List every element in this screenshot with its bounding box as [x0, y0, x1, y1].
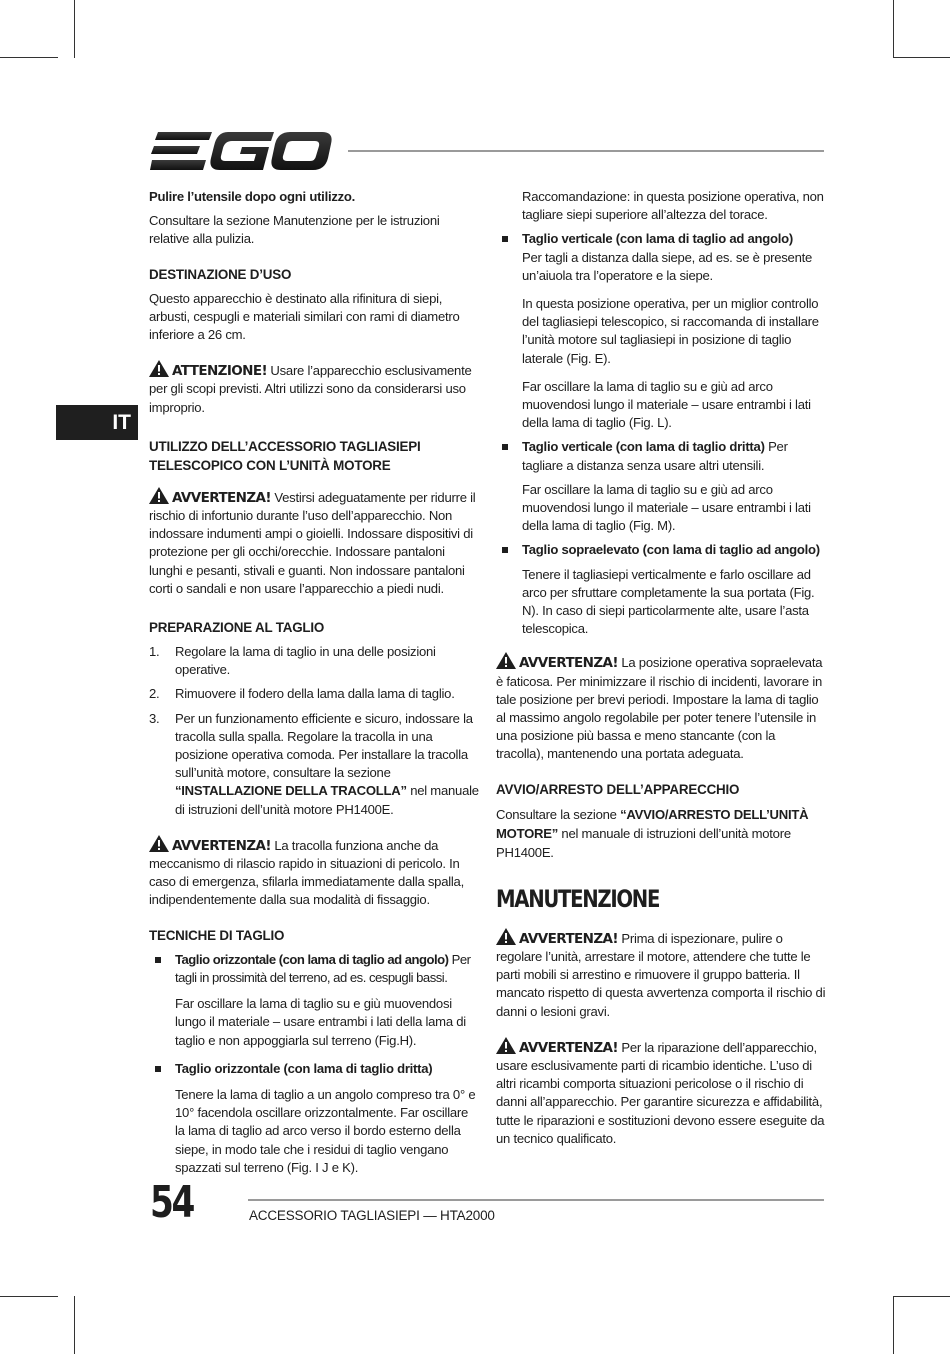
technique-text: Tenere il tagliasiepi verticalmente e farlo oscillare ad arco per sfruttare completamente la sua portata (Fig. N). In caso di siepi particolarmente alte, usare l’asta telescopica. — [522, 566, 815, 637]
technique-text: Far oscillare la lama di taglio su e giù muovendosi lungo il materiale – usare entrambi i lati della lama di taglio e non appoggiarla sul terreno (Fig.H). — [175, 996, 466, 1048]
warning2-text: La tracolla funziona anche da meccanismo di rilascio rapido in situazioni di pericolo. In caso di emergenza, sfilarla immediatamente dalla spalla, indipendentemente dalla sua modalità di fissaggio. — [149, 837, 464, 908]
maintenance-heading: MANUTENZIONE — [496, 884, 660, 913]
usage-heading-line2: TELESCOPICO CON L’UNITÀ MOTORE — [149, 457, 391, 473]
technique-title: Taglio verticale (con lama di taglio ad angolo) — [522, 231, 794, 247]
warning-triangle-icon — [496, 1037, 516, 1054]
prep-step-text: Regolare la lama di taglio in una delle posizioni operative. — [175, 644, 436, 678]
warning3-text: La posizione operativa sopraelevata è faticosa. Per minimizzare il rischio di incidenti, lavorare in tale posizione per brevi periodi. Impostare la lama di taglio al massimo angolo regolabile per poter tenere l’utensile in una posizione più bassa e meno stancante (con la tracolla), mantenendo una portata adeguata. — [496, 655, 823, 762]
technique-text: Tenere la lama di taglio a un angolo compreso tra 0° e 10° facendola oscillare orizzontalmente. Far oscillare la lama di taglio ad arco verso il bordo esterno della siepe, in modo tale che i residui di taglio vengano spazzati sul terreno (Fig. I J e K). — [175, 1086, 476, 1175]
warning-block-4 — [496, 928, 826, 1021]
crop-mark — [0, 1296, 58, 1297]
warning-block-1 — [149, 487, 479, 598]
prep-heading: PREPARAZIONE AL TAGLIO — [149, 620, 325, 636]
technique-item — [496, 438, 826, 474]
warning-block-2 — [149, 835, 479, 910]
right-column — [496, 188, 826, 1158]
warning3-label: AVVERTENZA! — [519, 655, 618, 672]
prep-step-text: Per un funzionamento efficiente e sicuro, indossare la tracolla sulla spalla. Regolare la tracolla in una posizione operativa comoda. Per installare la tracolla sull’unità motore, consultare la sezione — [175, 710, 473, 781]
warning4-label: AVVERTENZA! — [519, 930, 618, 947]
usage-heading — [149, 437, 479, 475]
crop-mark — [893, 0, 894, 58]
prep-step — [149, 643, 479, 679]
warning4-text: Prima di ispezionare, pulire o regolare l’unità, arrestare il motore, attendere che tutte le parti mobili si arrestino e rimuovere il gruppo batteria. Il mancato rispetto di questa avvertenza comporta il rischio di danni o lesioni gravi. — [496, 930, 826, 1019]
start-stop-text — [496, 805, 826, 862]
bullet-square-icon — [502, 547, 508, 553]
page-number: 54 — [150, 1177, 194, 1228]
clean-text: Consultare la sezione Manutenzione per le istruzioni relative alla pulizia. — [149, 213, 440, 247]
warning1-text: Vestirsi adeguatamente per ridurre il rischio di infortunio durante l’uso dell’apparecchio. Non indossare indumenti ampi o gioielli. Indossare dispositivi di protezione per gli occhi/orecchie. Indossare pantaloni lunghi e pesanti, stivali e guanti. Non indossare pantaloni corti o sandali e non usare l’apparecchio a piedi nudi. — [149, 489, 476, 596]
warning-triangle-icon — [149, 487, 169, 504]
start-stop-bold: “AVVIO/ARRESTO DELL’UNITÀ MOTORE” — [496, 806, 809, 841]
technique-title: Taglio verticale (con lama di taglio dritta) — [522, 439, 765, 455]
technique-item — [149, 1060, 479, 1078]
warning-block-3 — [496, 652, 826, 763]
crop-mark — [893, 1296, 950, 1297]
crop-mark — [74, 1296, 75, 1354]
technique-title: Taglio orizzontale (con lama di taglio dritta) — [175, 1060, 433, 1076]
prep-step-number: 2. — [149, 686, 160, 702]
crop-mark — [0, 57, 58, 58]
prep-step-text: nel manuale di istruzioni dell’unità motore PH1400E. — [175, 783, 479, 817]
technique-text: Far oscillare la lama di taglio su e giù ad arco muovendosi lungo il materiale – usare entrambi i lati della lama di taglio (Fig. L). — [522, 378, 811, 431]
start-stop-text-a: Consultare la sezione — [496, 806, 621, 822]
prep-step-number: 1. — [149, 644, 160, 660]
attention-block — [149, 360, 479, 417]
start-stop-heading: AVVIO/ARRESTO DELL’APPARECCHIO — [496, 781, 740, 797]
technique-item — [496, 541, 826, 559]
techniques-heading: TECNICHE DI TAGLIO — [149, 927, 285, 943]
prep-step-text: Rimuovere il fodero della lama dalla lama di taglio. — [175, 686, 455, 702]
technique-text: Per tagli a distanza dalla siepe, ad es. se è presente un’aiuola tra l’operatore e la siepe. — [522, 249, 813, 283]
bullet-square-icon — [155, 957, 161, 963]
technique-title: Taglio orizzontale (con lama di taglio ad angolo) — [175, 951, 449, 967]
technique-text: Per tagliare a distanza senza usare altri utensili. — [522, 439, 788, 473]
technique-text: In questa posizione operativa, per un miglior controllo del tagliasiepi telescopico, si raccomanda di installare l’unità motore sul tagliasiepi in posizione di taglio laterale (Fig. E). — [522, 296, 819, 366]
header-rule — [348, 150, 824, 152]
attention-label: ATTENZIONE! — [172, 363, 268, 380]
start-stop-text-b: nel manuale di istruzioni dell’unità motore PH1400E. — [496, 825, 791, 860]
prep-step-bold: “INSTALLAZIONE DELLA TRACOLLA” — [175, 783, 407, 799]
technique-text: Per tagli in prossimità del terreno, ad es. cespugli bassi. — [175, 951, 471, 985]
ego-logo — [150, 130, 332, 172]
bullet-square-icon — [502, 444, 508, 450]
recommendation-text: Raccomandazione: in questa posizione operativa, non tagliare siepi superiore all’altezza del torace. — [522, 189, 824, 223]
bullet-square-icon — [155, 1066, 161, 1072]
prep-step — [149, 710, 479, 819]
warning2-label: AVVERTENZA! — [172, 837, 271, 854]
technique-title: Taglio sopraelevato (con lama di taglio ad angolo) — [522, 542, 820, 558]
crop-mark — [74, 0, 75, 58]
warning-triangle-icon — [149, 360, 169, 377]
warning1-label: AVVERTENZA! — [172, 489, 271, 506]
left-column — [149, 188, 479, 1187]
warning-block-5 — [496, 1037, 826, 1148]
technique-item — [149, 951, 479, 987]
footer-rule — [248, 1199, 824, 1201]
crop-mark — [893, 1296, 894, 1354]
prep-step — [149, 685, 479, 703]
intended-use-heading: DESTINAZIONE D’USO — [149, 266, 292, 282]
intended-use-text: Questo apparecchio è destinato alla rifinitura di siepi, arbusti, cespugli e materiali similari con rami di diametro inferiore a 26 cm. — [149, 290, 460, 343]
technique-item — [496, 230, 826, 285]
prep-step-number: 3. — [149, 710, 160, 726]
technique-text: Far oscillare la lama di taglio su e giù ad arco muovendosi lungo il materiale – usare entrambi i lati della lama di taglio (Fig. M). — [522, 481, 811, 534]
warning5-label: AVVERTENZA! — [519, 1039, 618, 1056]
language-tab: IT — [56, 405, 138, 440]
warning-triangle-icon — [496, 652, 516, 669]
clean-title: Pulire l’utensile dopo ogni utilizzo. — [149, 189, 356, 204]
usage-heading-line1: UTILIZZO DELL’ACCESSORIO TAGLIASIEPI — [149, 438, 421, 454]
warning5-text: Per la riparazione dell’apparecchio, usare esclusivamente parti di ricambio identiche. L’uso di altri ricambi comporta situazioni pericolose o il rischio di danni all’apparecchio. Per garantire sicurezza e affidabilità, tutte le riparazioni e sostituzioni devono essere eseguite da un tecnico qualificato. — [496, 1039, 825, 1146]
crop-mark — [893, 57, 950, 58]
attention-text: Usare l’apparecchio esclusivamente per gli scopi previsti. Altri utilizzi sono da considerarsi uso improprio. — [149, 363, 472, 415]
warning-triangle-icon — [149, 835, 169, 852]
bullet-square-icon — [502, 236, 508, 242]
warning-triangle-icon — [496, 928, 516, 945]
footer-doc-title: ACCESSORIO TAGLIASIEPI — HTA2000 — [249, 1208, 495, 1223]
